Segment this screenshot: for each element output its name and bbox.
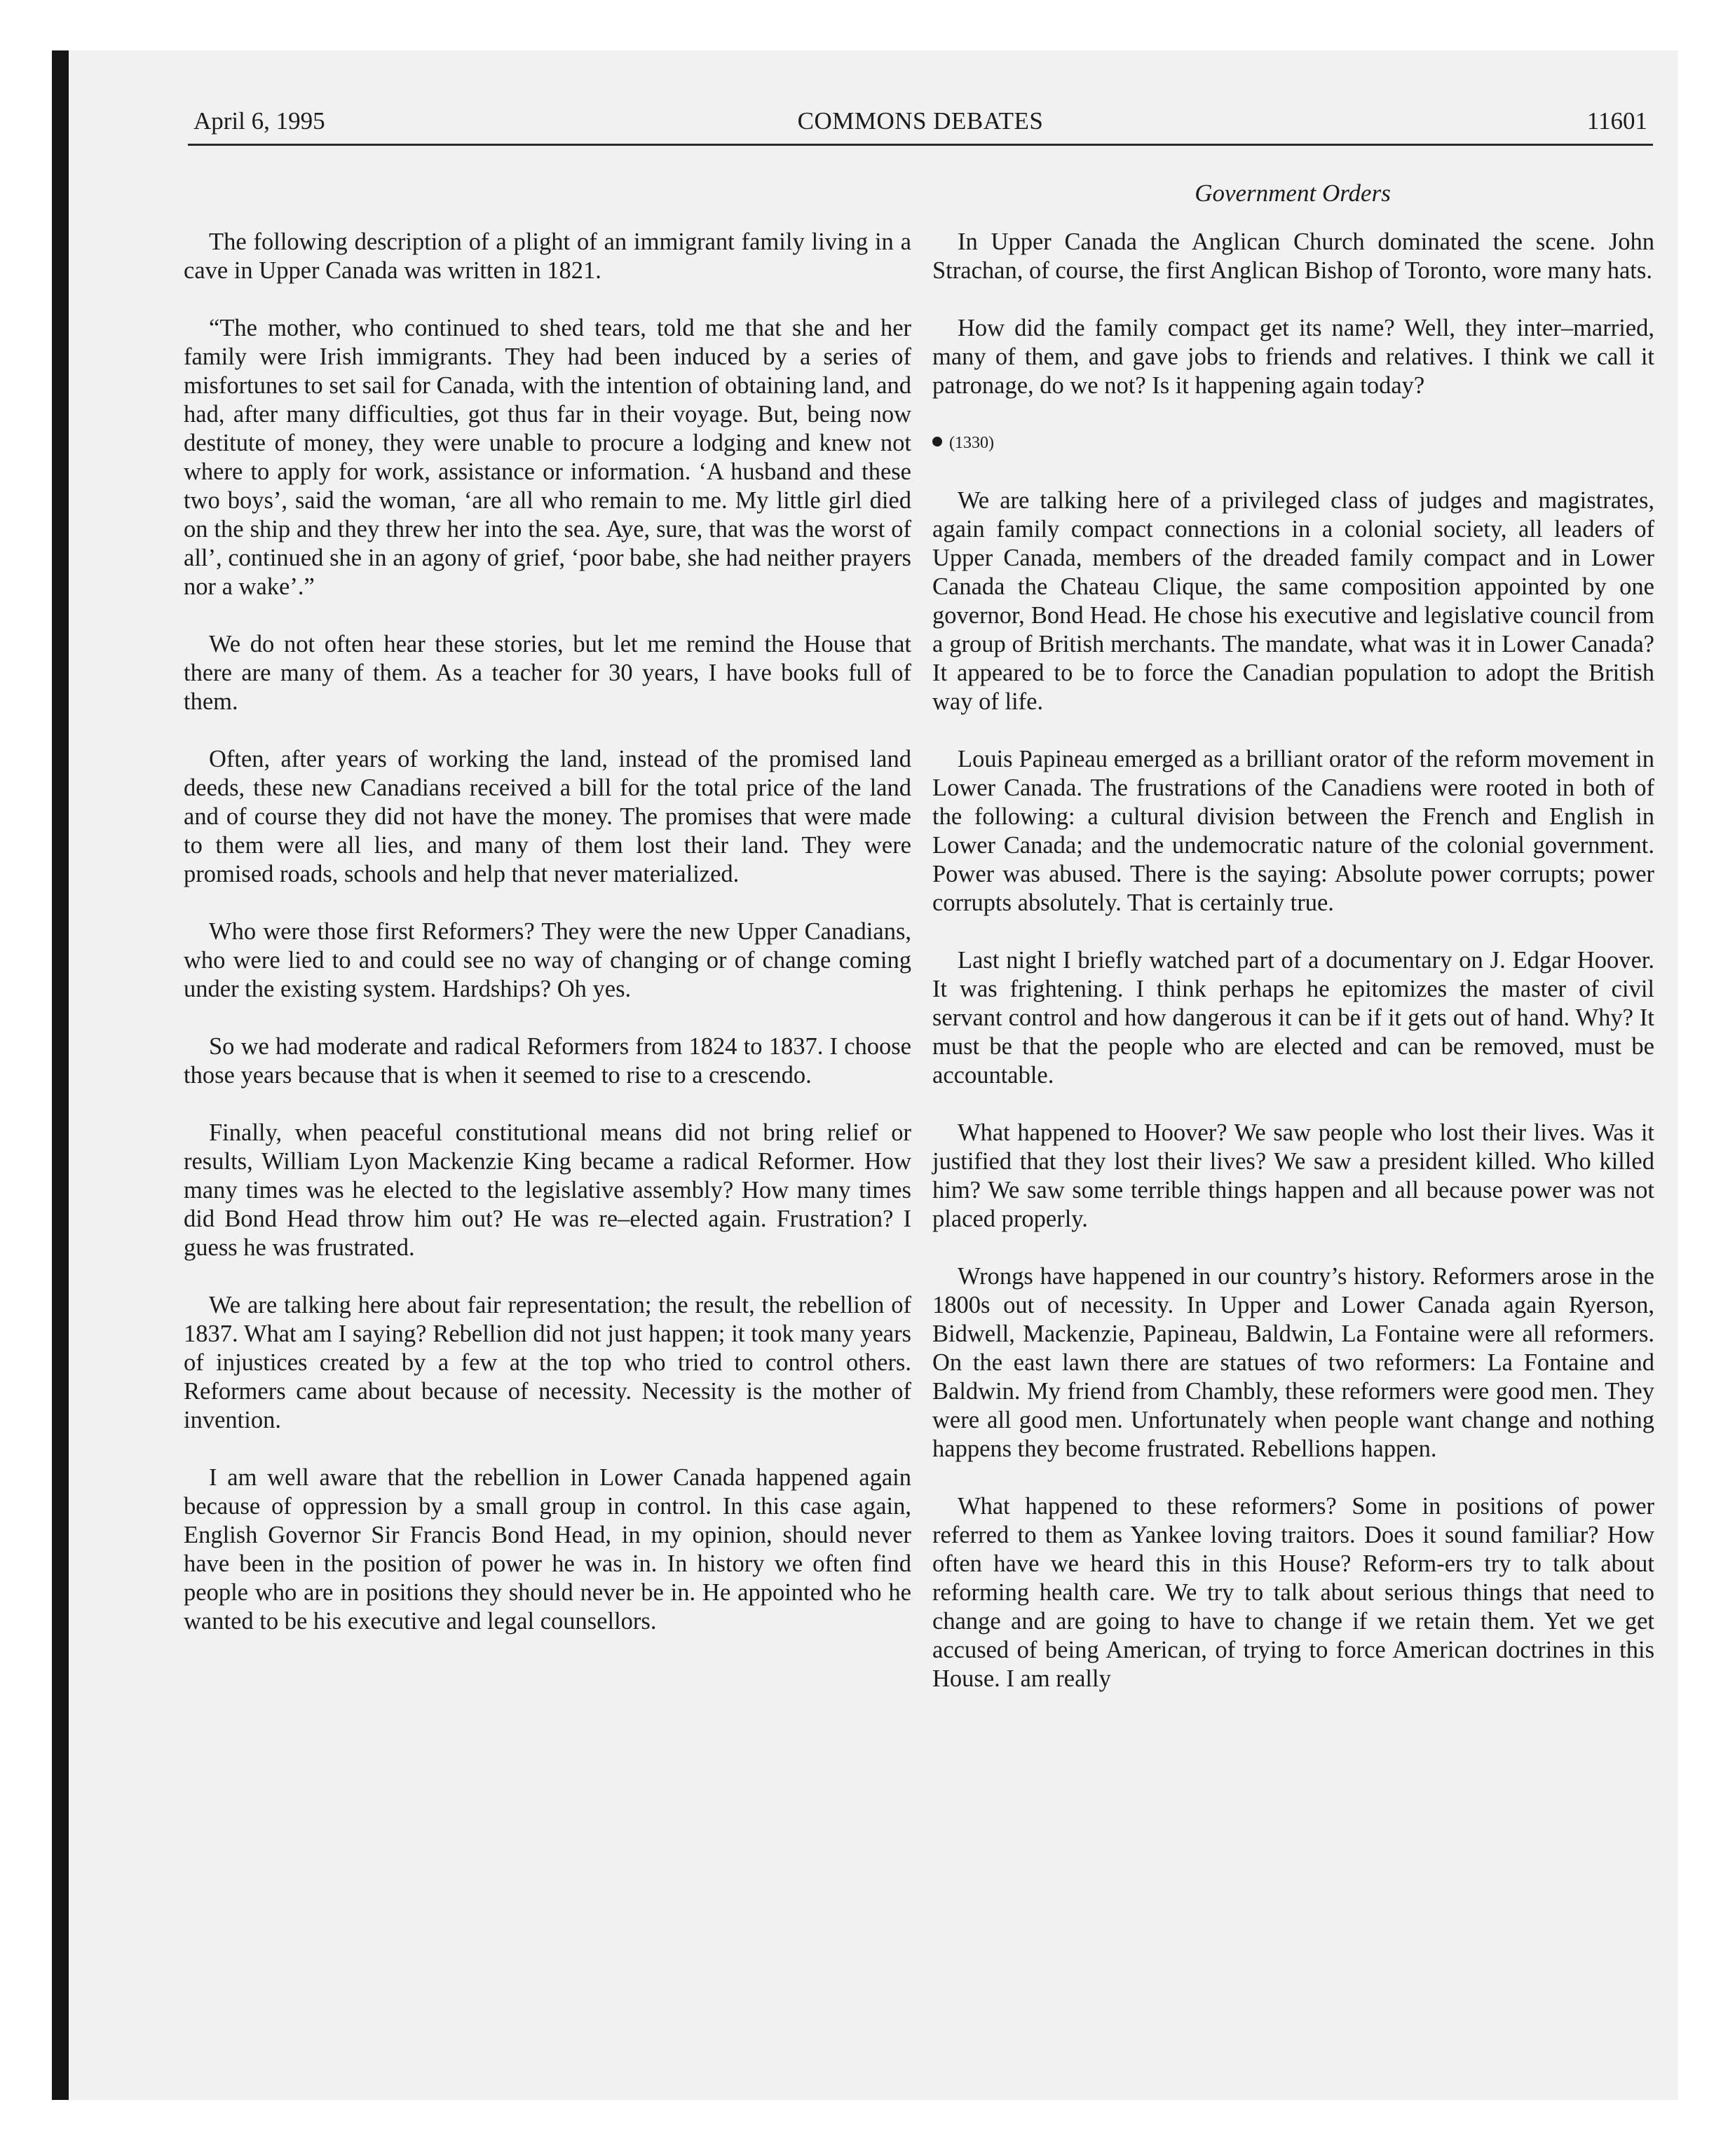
paragraph: We are talking here of a privileged class of judges and magistrates, again family compact connections in a colonial society, all leaders of Upper Canada, members of the dreaded family compact and in Lower Canada the Chateau Clique, the same composition appointed by one governor, Bond Head. He chose his executive and legislative council from a group of British merchants. The mandate, what was it in Lower Canada? It appeared to be to force the Canadian population to adopt the British way of life. <box>932 487 1654 715</box>
paragraph: We do not often hear these stories, but let me remind the House that there are many of them. As a teacher for 30 years, I have books full of them. <box>184 631 911 715</box>
paragraph: So we had moderate and radical Reformers from 1824 to 1837. I choose those years because that is when it seemed to rise to a crescendo. <box>184 1033 911 1089</box>
scan-binding-edge <box>52 50 69 2100</box>
paragraph: In Upper Canada the Anglican Church dominated the scene. John Strachan, of course, the first Anglican Bishop of Toronto, wore many hats. <box>932 228 1654 284</box>
section-label: Government Orders <box>1195 179 1391 207</box>
paragraph: I am well aware that the rebellion in Lower Canada happened again because of oppression by a small group in control. In this case again, English Governor Sir Francis Bond Head, in my opinion, should never have been in the position of power he was in. In history we often find people who are in positions they should never be in. He appointed who he wanted to be his executive and legal counsellors. <box>184 1464 911 1635</box>
paragraph: How did the family compact get its name? Well, they inter–married, many of them, and gave jobs to friends and relatives. I think we call it patronage, do we not? Is it happening again today? <box>932 315 1654 399</box>
bullet-icon <box>932 437 942 446</box>
left-column <box>184 228 911 1665</box>
paragraph: Last night I briefly watched part of a documentary on J. Edgar Hoover. It was frightening. I think perhaps he epitomizes the master of civil servant control and how dangerous it can be if it gets out of hand. Why? It must be that the people who are elected and can be removed, must be accountable. <box>932 947 1654 1089</box>
time-marker <box>932 429 1654 458</box>
header-page-number: 11601 <box>1586 107 1647 135</box>
paragraph: Finally, when peaceful constitutional means did not bring relief or results, William Lyon Mackenzie King became a radical Reformer. How many times was he elected to the legislative assembly? How many times did Bond Head throw him out? He was re–elected again. Frustration? I guess he was frustrated. <box>184 1119 911 1261</box>
header-rule <box>188 144 1653 146</box>
paragraph: Often, after years of working the land, instead of the promised land deeds, these new Canadians received a bill for the total price of the land and of course they did not have the money. The promises that were made to them were all lies, and many of them lost their land. They were promised roads, schools and help that never materialized. <box>184 746 911 887</box>
paragraph: We are talking here about fair representation; the result, the rebellion of 1837. What am I saying? Rebellion did not just happen; it took many years of injustices created by a few at the top who tried to control others. Reformers came about because of necessity. Necessity is the mother of invention. <box>184 1292 911 1433</box>
header-publication: COMMONS DEBATES <box>797 107 1044 135</box>
right-column <box>932 228 1654 1722</box>
paragraph: Who were those first Reformers? They were the new Upper Canadians, who were lied to and could see no way of changing or of change coming under the existing system. Hardships? Oh yes. <box>184 918 911 1002</box>
time-marker-text: (1330) <box>949 434 994 452</box>
paragraph: The following description of a plight of an immigrant family living in a cave in Upper Canada was written in 1821. <box>184 228 911 284</box>
running-head <box>188 104 1653 139</box>
paragraph: What happened to these reformers? Some in positions of power referred to them as Yankee loving traitors. Does it sound familiar? How often have we heard this in this House? Reform-ers try to talk about reforming health care. We try to talk about serious things that need to change and are going to have to change if we retain them. Yet we get accused of being American, of trying to force American doctrines in this House. I am really <box>932 1493 1654 1692</box>
paragraph: “The mother, who continued to shed tears, told me that she and her family were Irish immigrants. They had been induced by a series of misfortunes to set sail for Canada, with the intention of obtaining land, and had, after many difficulties, got thus far in their voyage. But, being now destitute of money, they were unable to procure a lodging and knew not where to apply for work, assistance or information. ‘A husband and these two boys’, said the woman, ‘are all who remain to me. My little girl died on the ship and they threw her into the sea. Aye, sure, that was the worst of all’, continued she in an agony of grief, ‘poor babe, she had neither prayers nor a wake’.” <box>184 315 911 600</box>
paragraph: Louis Papineau emerged as a brilliant orator of the reform movement in Lower Canada. The frustrations of the Canadiens were rooted in both of the following: a cultural division between the French and English in Lower Canada; and the undemocratic nature of the colonial government. Power was abused. There is the saying: Absolute power corrupts; power corrupts absolutely. That is certainly true. <box>932 746 1654 916</box>
paragraph: Wrongs have happened in our country’s history. Reformers arose in the 1800s out of necessity. In Upper and Lower Canada again Ryerson, Bidwell, Mackenzie, Papineau, Baldwin, La Fontaine were all reformers. On the east lawn there are statues of two reformers: La Fontaine and Baldwin. My friend from Chambly, these reformers were good men. They were all good men. Unfortunately when people want change and nothing happens they become frustrated. Rebellions happen. <box>932 1263 1654 1462</box>
header-date: April 6, 1995 <box>193 107 325 135</box>
paragraph: What happened to Hoover? We saw people who lost their lives. Was it justified that they lost their lives? We saw a president killed. Who killed him? We saw some terrible things happen and all because power was not placed properly. <box>932 1119 1654 1232</box>
